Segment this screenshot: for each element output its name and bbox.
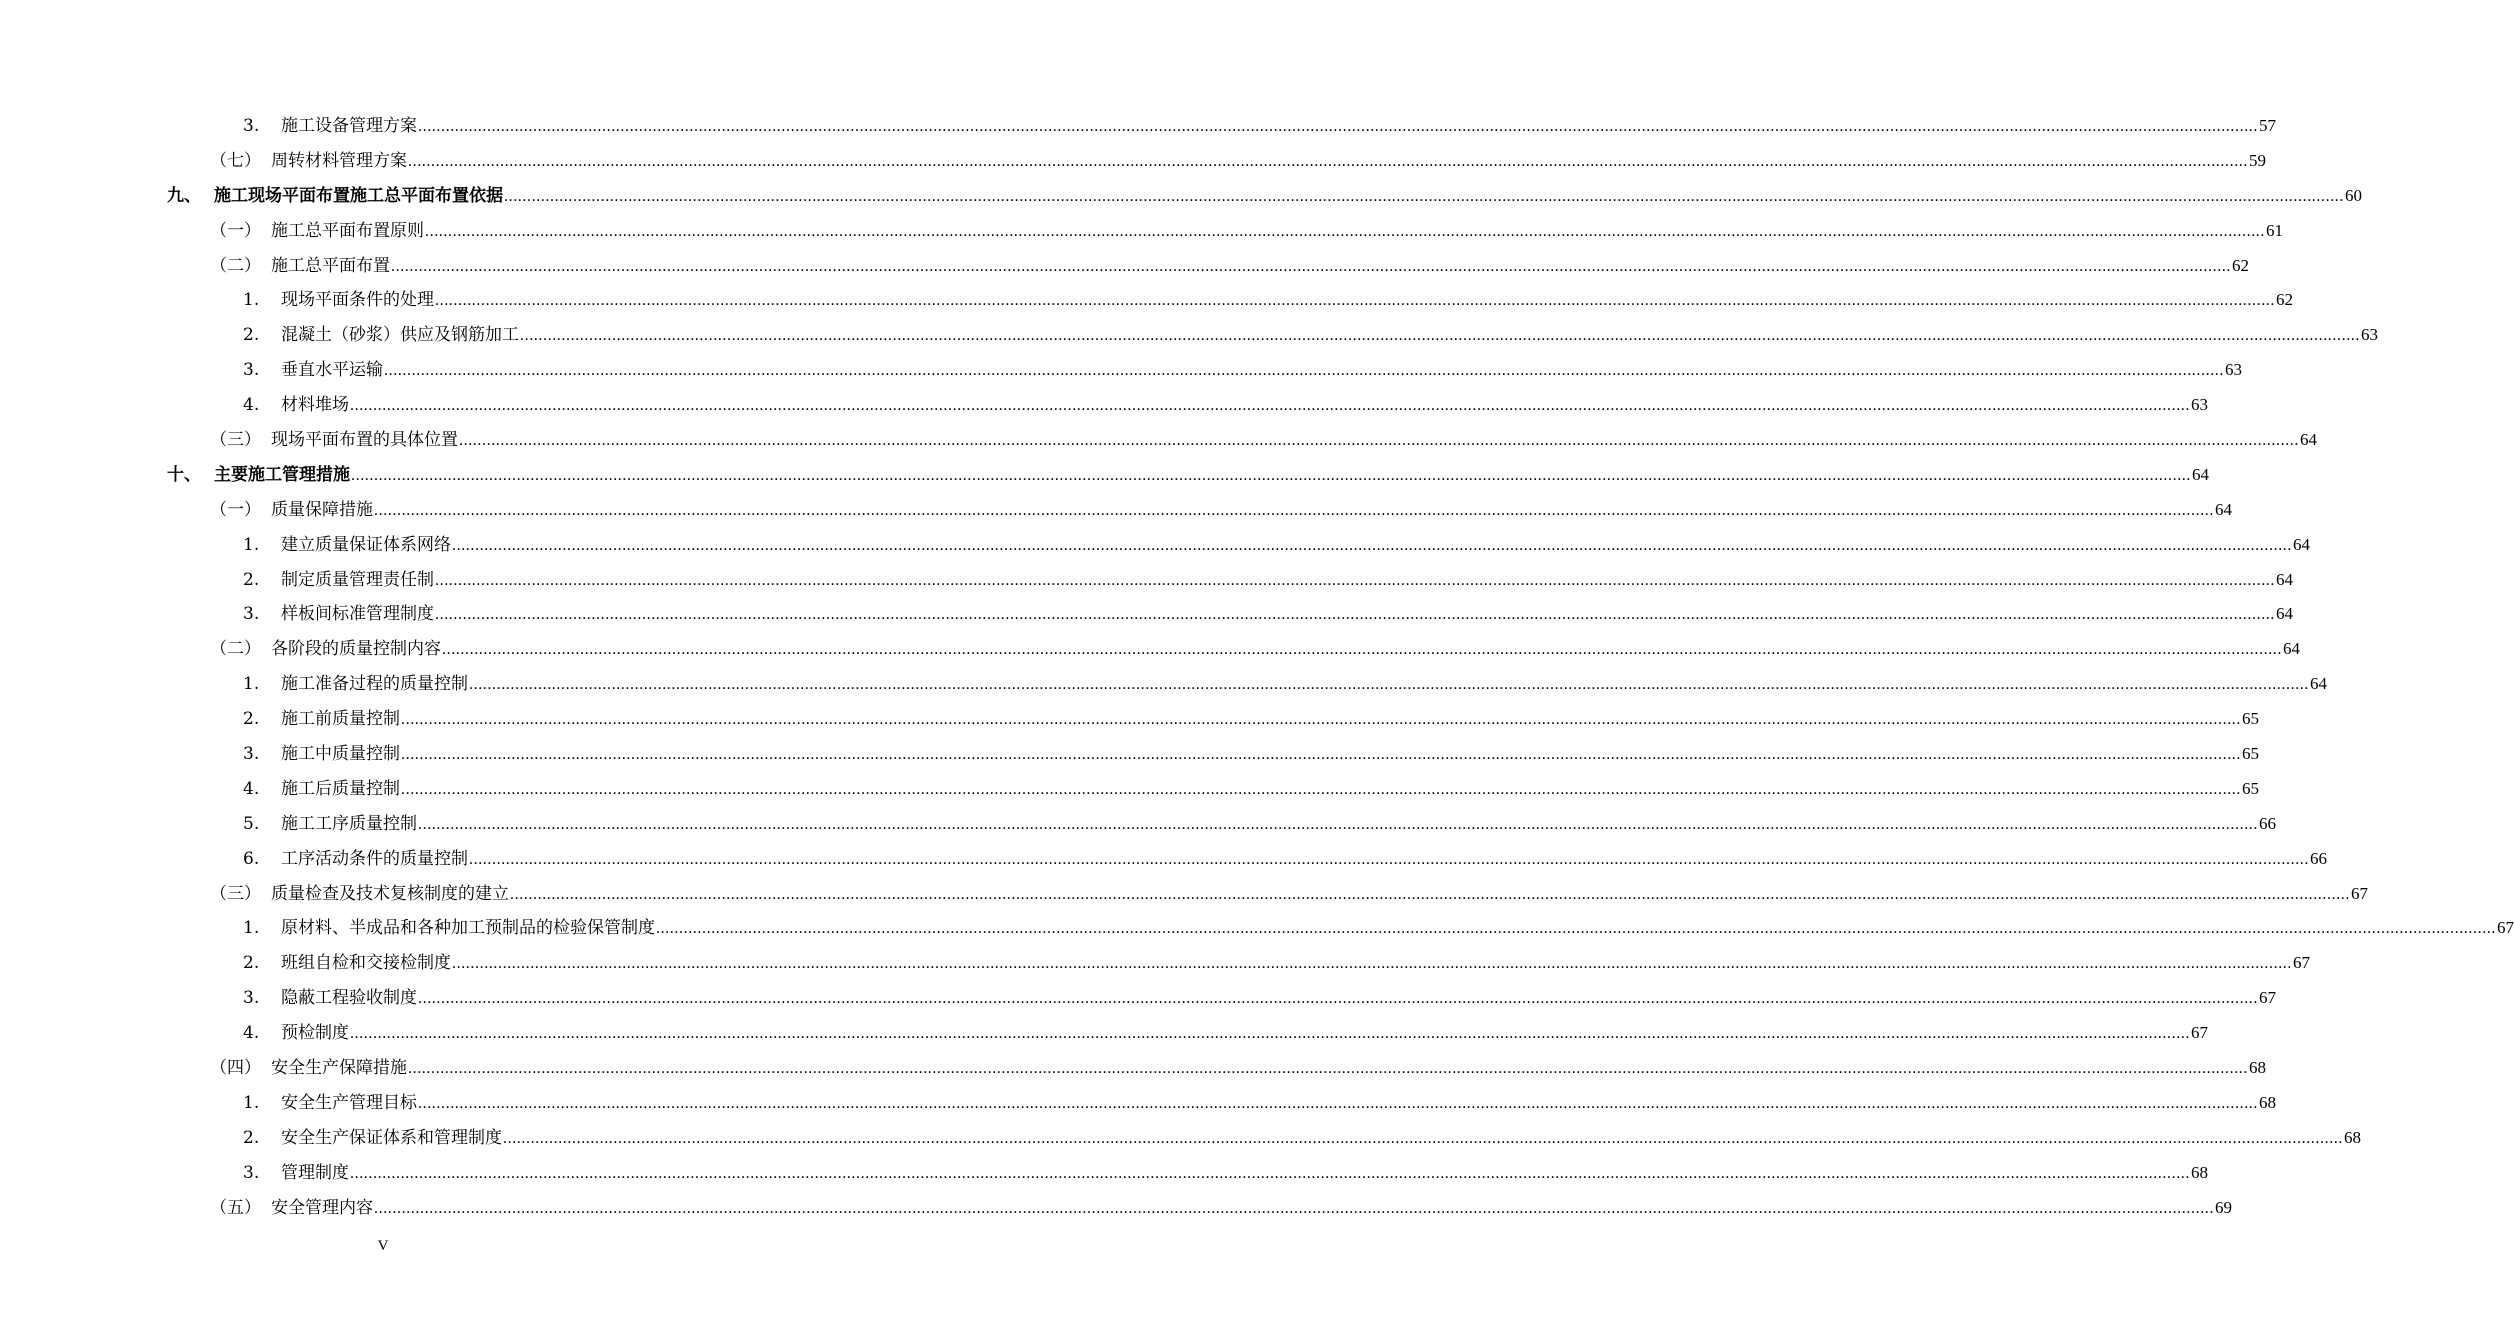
dot-leader: ................................................................................................................................................................................................................................................................................................................................................................................................................ bbox=[350, 1025, 2190, 1043]
toc-entry-title[interactable]: 管理制度 bbox=[281, 1162, 349, 1183]
toc-entry-line bbox=[271, 634, 2300, 665]
toc-entry-line bbox=[271, 1053, 2266, 1084]
dot-leader: ................................................................................................................................................................................................................................................................................................................................................................................................................ bbox=[374, 1199, 2214, 1217]
toc-entry[interactable] bbox=[0, 565, 2293, 600]
toc-entry-number: 2. bbox=[243, 953, 260, 974]
toc-entry-line bbox=[271, 495, 2232, 526]
toc-entry[interactable] bbox=[0, 181, 2362, 216]
toc-entry-number: 2. bbox=[243, 569, 260, 590]
toc-entry[interactable] bbox=[0, 1088, 2276, 1123]
dot-leader: ................................................................................................................................................................................................................................................................................................................................................................................................................ bbox=[401, 711, 2241, 729]
toc-entry-line bbox=[281, 111, 2276, 142]
toc-entry-title[interactable]: 施工前质量控制 bbox=[281, 709, 400, 730]
toc-entry-line bbox=[271, 1193, 2232, 1224]
dot-leader: ................................................................................................................................................................................................................................................................................................................................................................................................................ bbox=[504, 187, 2344, 205]
toc-entry-line bbox=[281, 1158, 2208, 1189]
toc-entry-line bbox=[281, 913, 2514, 944]
toc-entry-line bbox=[281, 1088, 2276, 1119]
toc-entry-page: 66 bbox=[2310, 848, 2327, 868]
toc-entry-number: 1. bbox=[243, 674, 260, 695]
page-number: V bbox=[377, 1238, 389, 1254]
toc-entry-title[interactable]: 各阶段的质量控制内容 bbox=[271, 639, 441, 660]
toc-entry-title[interactable]: 施工准备过程的质量控制 bbox=[281, 674, 468, 695]
toc-entry[interactable] bbox=[0, 146, 2266, 181]
dot-leader: ................................................................................................................................................................................................................................................................................................................................................................................................................ bbox=[435, 292, 2275, 310]
toc-entry-page: 68 bbox=[2191, 1162, 2208, 1182]
toc-entry-line bbox=[281, 704, 2259, 735]
toc-entry-line bbox=[281, 390, 2208, 421]
toc-entry-page: 64 bbox=[2276, 569, 2293, 589]
toc-entry[interactable] bbox=[0, 495, 2232, 530]
toc-entry-title[interactable]: 质量保障措施 bbox=[271, 499, 373, 520]
dot-leader: ................................................................................................................................................................................................................................................................................................................................................................................................................ bbox=[350, 397, 2190, 415]
toc-entry-page: 61 bbox=[2266, 220, 2283, 240]
toc-entry-title[interactable]: 质量检查及技术复核制度的建立 bbox=[271, 883, 509, 904]
toc-entry-page: 59 bbox=[2249, 150, 2266, 170]
toc-entry-number: 6. bbox=[243, 848, 260, 869]
toc-entry-page: 65 bbox=[2242, 709, 2259, 729]
toc-entry-page: 63 bbox=[2225, 360, 2242, 380]
toc-entry-title[interactable]: 施工现场平面布置施工总平面布置依据 bbox=[214, 185, 503, 206]
toc-entry-number: 1. bbox=[243, 918, 260, 939]
dot-leader: ................................................................................................................................................................................................................................................................................................................................................................................................................ bbox=[435, 606, 2275, 624]
toc-entry[interactable] bbox=[0, 704, 2259, 739]
toc-entry[interactable] bbox=[0, 809, 2276, 844]
toc-entry-title[interactable]: 混凝土（砂浆）供应及钢筋加工 bbox=[281, 325, 519, 346]
dot-leader: ................................................................................................................................................................................................................................................................................................................................................................................................................ bbox=[425, 222, 2265, 240]
dot-leader: ................................................................................................................................................................................................................................................................................................................................................................................................................ bbox=[418, 118, 2258, 135]
toc-entry-number: 5. bbox=[243, 813, 260, 834]
toc-entry-line bbox=[281, 774, 2259, 805]
toc-entry-page: 64 bbox=[2276, 604, 2293, 624]
toc-entry-page: 68 bbox=[2344, 1127, 2361, 1147]
toc-entry-page: 67 bbox=[2351, 883, 2368, 903]
toc-entry-title[interactable]: 班组自检和交接检制度 bbox=[281, 953, 451, 974]
toc-entry-number: 4. bbox=[243, 1023, 260, 1044]
toc-entry-title[interactable]: 施工中质量控制 bbox=[281, 744, 400, 765]
dot-leader: ................................................................................................................................................................................................................................................................................................................................................................................................................ bbox=[418, 990, 2258, 1008]
toc-entry-line bbox=[281, 1018, 2208, 1049]
toc-entry-title[interactable]: 现场平面条件的处理 bbox=[281, 290, 434, 311]
toc-entry-line bbox=[281, 285, 2293, 316]
toc-entry-title[interactable]: 预检制度 bbox=[281, 1023, 349, 1044]
toc-entry-number: 1. bbox=[243, 1092, 260, 1113]
toc-entry[interactable] bbox=[0, 460, 2209, 495]
toc-entry[interactable] bbox=[0, 1158, 2208, 1193]
toc-entry-page: 67 bbox=[2191, 1023, 2208, 1043]
toc-entry[interactable] bbox=[0, 111, 2276, 146]
toc-entry-number: 3. bbox=[243, 604, 260, 625]
toc-entry-title[interactable]: 安全管理内容 bbox=[271, 1197, 373, 1218]
dot-leader: ................................................................................................................................................................................................................................................................................................................................................................................................................ bbox=[408, 152, 2248, 170]
toc-entry-page: 67 bbox=[2259, 988, 2276, 1008]
toc-entry-number: 十、 bbox=[167, 464, 201, 485]
dot-leader: ................................................................................................................................................................................................................................................................................................................................................................................................................ bbox=[401, 746, 2241, 764]
toc-entry-title[interactable]: 建立质量保证体系网络 bbox=[281, 534, 451, 555]
toc-entry-number: （一） bbox=[210, 499, 261, 520]
toc-entry[interactable] bbox=[0, 1193, 2232, 1228]
toc-entry-number: （五） bbox=[210, 1197, 261, 1218]
toc-entry-page: 64 bbox=[2293, 534, 2310, 554]
dot-leader: ................................................................................................................................................................................................................................................................................................................................................................................................................ bbox=[384, 362, 2224, 380]
toc-entry[interactable] bbox=[0, 844, 2327, 879]
dot-leader: ................................................................................................................................................................................................................................................................................................................................................................................................................ bbox=[351, 466, 2191, 484]
toc-entry[interactable] bbox=[0, 1123, 2361, 1158]
toc-entry-number: 3. bbox=[243, 1162, 260, 1183]
toc-entry-number: （四） bbox=[210, 1058, 261, 1079]
toc-entry-title[interactable]: 施工总平面布置 bbox=[271, 255, 390, 276]
toc-entry-title[interactable]: 原材料、半成品和各种加工预制品的检验保管制度 bbox=[281, 918, 655, 939]
toc-entry-page: 60 bbox=[2345, 185, 2362, 205]
toc-entry-line bbox=[214, 460, 2209, 491]
toc-entry-line bbox=[281, 983, 2276, 1014]
toc-entry[interactable] bbox=[0, 251, 2249, 286]
toc-entry-line bbox=[271, 425, 2317, 456]
toc-entry-title[interactable]: 施工设备管理方案 bbox=[281, 116, 417, 136]
toc-entry-title[interactable]: 现场平面布置的具体位置 bbox=[271, 430, 458, 451]
toc-entry-line bbox=[271, 879, 2368, 910]
dot-leader: ................................................................................................................................................................................................................................................................................................................................................................................................................ bbox=[520, 327, 2360, 345]
dot-leader: ................................................................................................................................................................................................................................................................................................................................................................................................................ bbox=[510, 885, 2350, 903]
toc-entry[interactable] bbox=[0, 913, 2514, 948]
toc-entry-number: 2. bbox=[243, 1127, 260, 1148]
toc-entry-line bbox=[281, 565, 2293, 596]
toc-entry-page: 65 bbox=[2242, 744, 2259, 764]
toc-entry-line bbox=[281, 948, 2310, 979]
toc-entry-number: （二） bbox=[210, 255, 261, 276]
toc-entry[interactable] bbox=[0, 1018, 2208, 1053]
toc-entry-page: 63 bbox=[2361, 325, 2378, 345]
toc-entry-page: 62 bbox=[2276, 290, 2293, 310]
toc-entry[interactable] bbox=[0, 879, 2368, 914]
toc-entry[interactable] bbox=[0, 425, 2317, 460]
toc-entry-title[interactable]: 样板间标准管理制度 bbox=[281, 604, 434, 625]
toc-entry-title[interactable]: 施工工序质量控制 bbox=[281, 813, 417, 834]
toc-entry-line bbox=[281, 320, 2378, 351]
toc-entry-number: 4. bbox=[243, 778, 260, 799]
toc-entry[interactable] bbox=[0, 530, 2310, 565]
dot-leader: ................................................................................................................................................................................................................................................................................................................................................................................................................ bbox=[350, 1164, 2190, 1182]
toc-entry-line bbox=[281, 844, 2327, 875]
toc-entry-number: （七） bbox=[210, 150, 261, 171]
toc-entry-line bbox=[281, 599, 2293, 630]
toc-entry-page: 64 bbox=[2283, 639, 2300, 659]
toc-entry[interactable] bbox=[0, 320, 2378, 355]
toc-entry-title[interactable]: 制定质量管理责任制 bbox=[281, 569, 434, 590]
dot-leader: ................................................................................................................................................................................................................................................................................................................................................................................................................ bbox=[418, 815, 2258, 833]
toc-entry-number: 2. bbox=[243, 325, 260, 346]
dot-leader: ................................................................................................................................................................................................................................................................................................................................................................................................................ bbox=[459, 432, 2299, 450]
dot-leader: ................................................................................................................................................................................................................................................................................................................................................................................................................ bbox=[452, 955, 2292, 973]
toc-entry-number: 2. bbox=[243, 709, 260, 730]
dot-leader: ................................................................................................................................................................................................................................................................................................................................................................................................................ bbox=[469, 676, 2309, 694]
toc-entry-number: 1. bbox=[243, 534, 260, 555]
toc-entry[interactable] bbox=[0, 390, 2208, 425]
toc-entry-number: 3. bbox=[243, 988, 260, 1009]
toc-entry[interactable] bbox=[0, 739, 2259, 774]
toc-entry-title[interactable]: 材料堆场 bbox=[281, 395, 349, 416]
dot-leader: ................................................................................................................................................................................................................................................................................................................................................................................................................ bbox=[418, 1094, 2258, 1112]
toc-entry-page: 64 bbox=[2215, 499, 2232, 519]
toc-entry-page: 68 bbox=[2249, 1058, 2266, 1078]
toc-entry-line bbox=[271, 251, 2249, 282]
dot-leader: ................................................................................................................................................................................................................................................................................................................................................................................................................ bbox=[442, 641, 2282, 659]
toc-entry-page: 67 bbox=[2497, 918, 2514, 938]
toc-entry-page: 68 bbox=[2259, 1092, 2276, 1112]
dot-leader: ................................................................................................................................................................................................................................................................................................................................................................................................................ bbox=[656, 920, 2496, 938]
toc-entry-line bbox=[271, 216, 2283, 247]
toc-entry-number: （三） bbox=[210, 883, 261, 904]
toc-entry-number: 3. bbox=[243, 116, 260, 136]
toc-entry-number: （二） bbox=[210, 639, 261, 660]
dot-leader: ................................................................................................................................................................................................................................................................................................................................................................................................................ bbox=[469, 850, 2309, 868]
toc-entry-title[interactable]: 主要施工管理措施 bbox=[214, 464, 350, 485]
toc-entry-title[interactable]: 施工后质量控制 bbox=[281, 778, 400, 799]
table-of-contents bbox=[0, 111, 2514, 1228]
toc-entry[interactable] bbox=[0, 216, 2283, 251]
toc-entry-number: 3. bbox=[243, 360, 260, 381]
toc-entry-title[interactable]: 工序活动条件的质量控制 bbox=[281, 848, 468, 869]
toc-entry-line bbox=[281, 669, 2327, 700]
toc-entry[interactable] bbox=[0, 774, 2259, 809]
toc-entry-page: 57 bbox=[2259, 116, 2276, 135]
dot-leader: ................................................................................................................................................................................................................................................................................................................................................................................................................ bbox=[374, 501, 2214, 519]
toc-entry-line bbox=[281, 1123, 2361, 1154]
toc-entry-line bbox=[281, 809, 2276, 840]
toc-entry[interactable] bbox=[0, 1053, 2266, 1088]
toc-entry-number: （三） bbox=[210, 430, 261, 451]
toc-entry-title[interactable]: 施工总平面布置原则 bbox=[271, 220, 424, 241]
toc-entry[interactable] bbox=[0, 599, 2293, 634]
toc-entry-page: 64 bbox=[2310, 674, 2327, 694]
toc-entry[interactable] bbox=[0, 948, 2310, 983]
toc-entry-page: 64 bbox=[2300, 430, 2317, 450]
toc-entry-line bbox=[281, 355, 2242, 386]
toc-entry-line bbox=[271, 146, 2266, 177]
toc-entry[interactable] bbox=[0, 983, 2276, 1018]
toc-entry[interactable] bbox=[0, 285, 2293, 320]
toc-entry-page: 67 bbox=[2293, 953, 2310, 973]
toc-entry[interactable] bbox=[0, 634, 2300, 669]
toc-entry-page: 65 bbox=[2242, 778, 2259, 798]
toc-entry-title[interactable]: 隐蔽工程验收制度 bbox=[281, 988, 417, 1009]
toc-entry-line bbox=[281, 739, 2259, 770]
toc-entry-page: 69 bbox=[2215, 1197, 2232, 1217]
toc-entry-number: （一） bbox=[210, 220, 261, 241]
toc-entry-line bbox=[214, 181, 2362, 212]
toc-entry-title[interactable]: 垂直水平运输 bbox=[281, 360, 383, 381]
dot-leader: ................................................................................................................................................................................................................................................................................................................................................................................................................ bbox=[391, 257, 2231, 275]
toc-entry-number: 九、 bbox=[167, 185, 201, 206]
dot-leader: ................................................................................................................................................................................................................................................................................................................................................................................................................ bbox=[435, 571, 2275, 589]
toc-entry-page: 66 bbox=[2259, 813, 2276, 833]
dot-leader: ................................................................................................................................................................................................................................................................................................................................................................................................................ bbox=[401, 780, 2241, 798]
toc-entry[interactable] bbox=[0, 355, 2242, 390]
toc-entry-title[interactable]: 安全生产保证体系和管理制度 bbox=[281, 1127, 502, 1148]
toc-entry-title[interactable]: 安全生产保障措施 bbox=[271, 1058, 407, 1079]
toc-entry-page: 64 bbox=[2192, 464, 2209, 484]
toc-entry-page: 62 bbox=[2232, 255, 2249, 275]
dot-leader: ................................................................................................................................................................................................................................................................................................................................................................................................................ bbox=[452, 536, 2292, 554]
toc-entry-page: 63 bbox=[2191, 395, 2208, 415]
dot-leader: ................................................................................................................................................................................................................................................................................................................................................................................................................ bbox=[408, 1060, 2248, 1078]
toc-entry-line bbox=[281, 530, 2310, 561]
dot-leader: ................................................................................................................................................................................................................................................................................................................................................................................................................ bbox=[503, 1129, 2343, 1147]
toc-entry-number: 3. bbox=[243, 744, 260, 765]
toc-entry-title[interactable]: 安全生产管理目标 bbox=[281, 1092, 417, 1113]
toc-entry-number: 4. bbox=[243, 395, 260, 416]
toc-entry-title[interactable]: 周转材料管理方案 bbox=[271, 150, 407, 171]
toc-entry-number: 1. bbox=[243, 290, 260, 311]
toc-entry[interactable] bbox=[0, 669, 2327, 704]
